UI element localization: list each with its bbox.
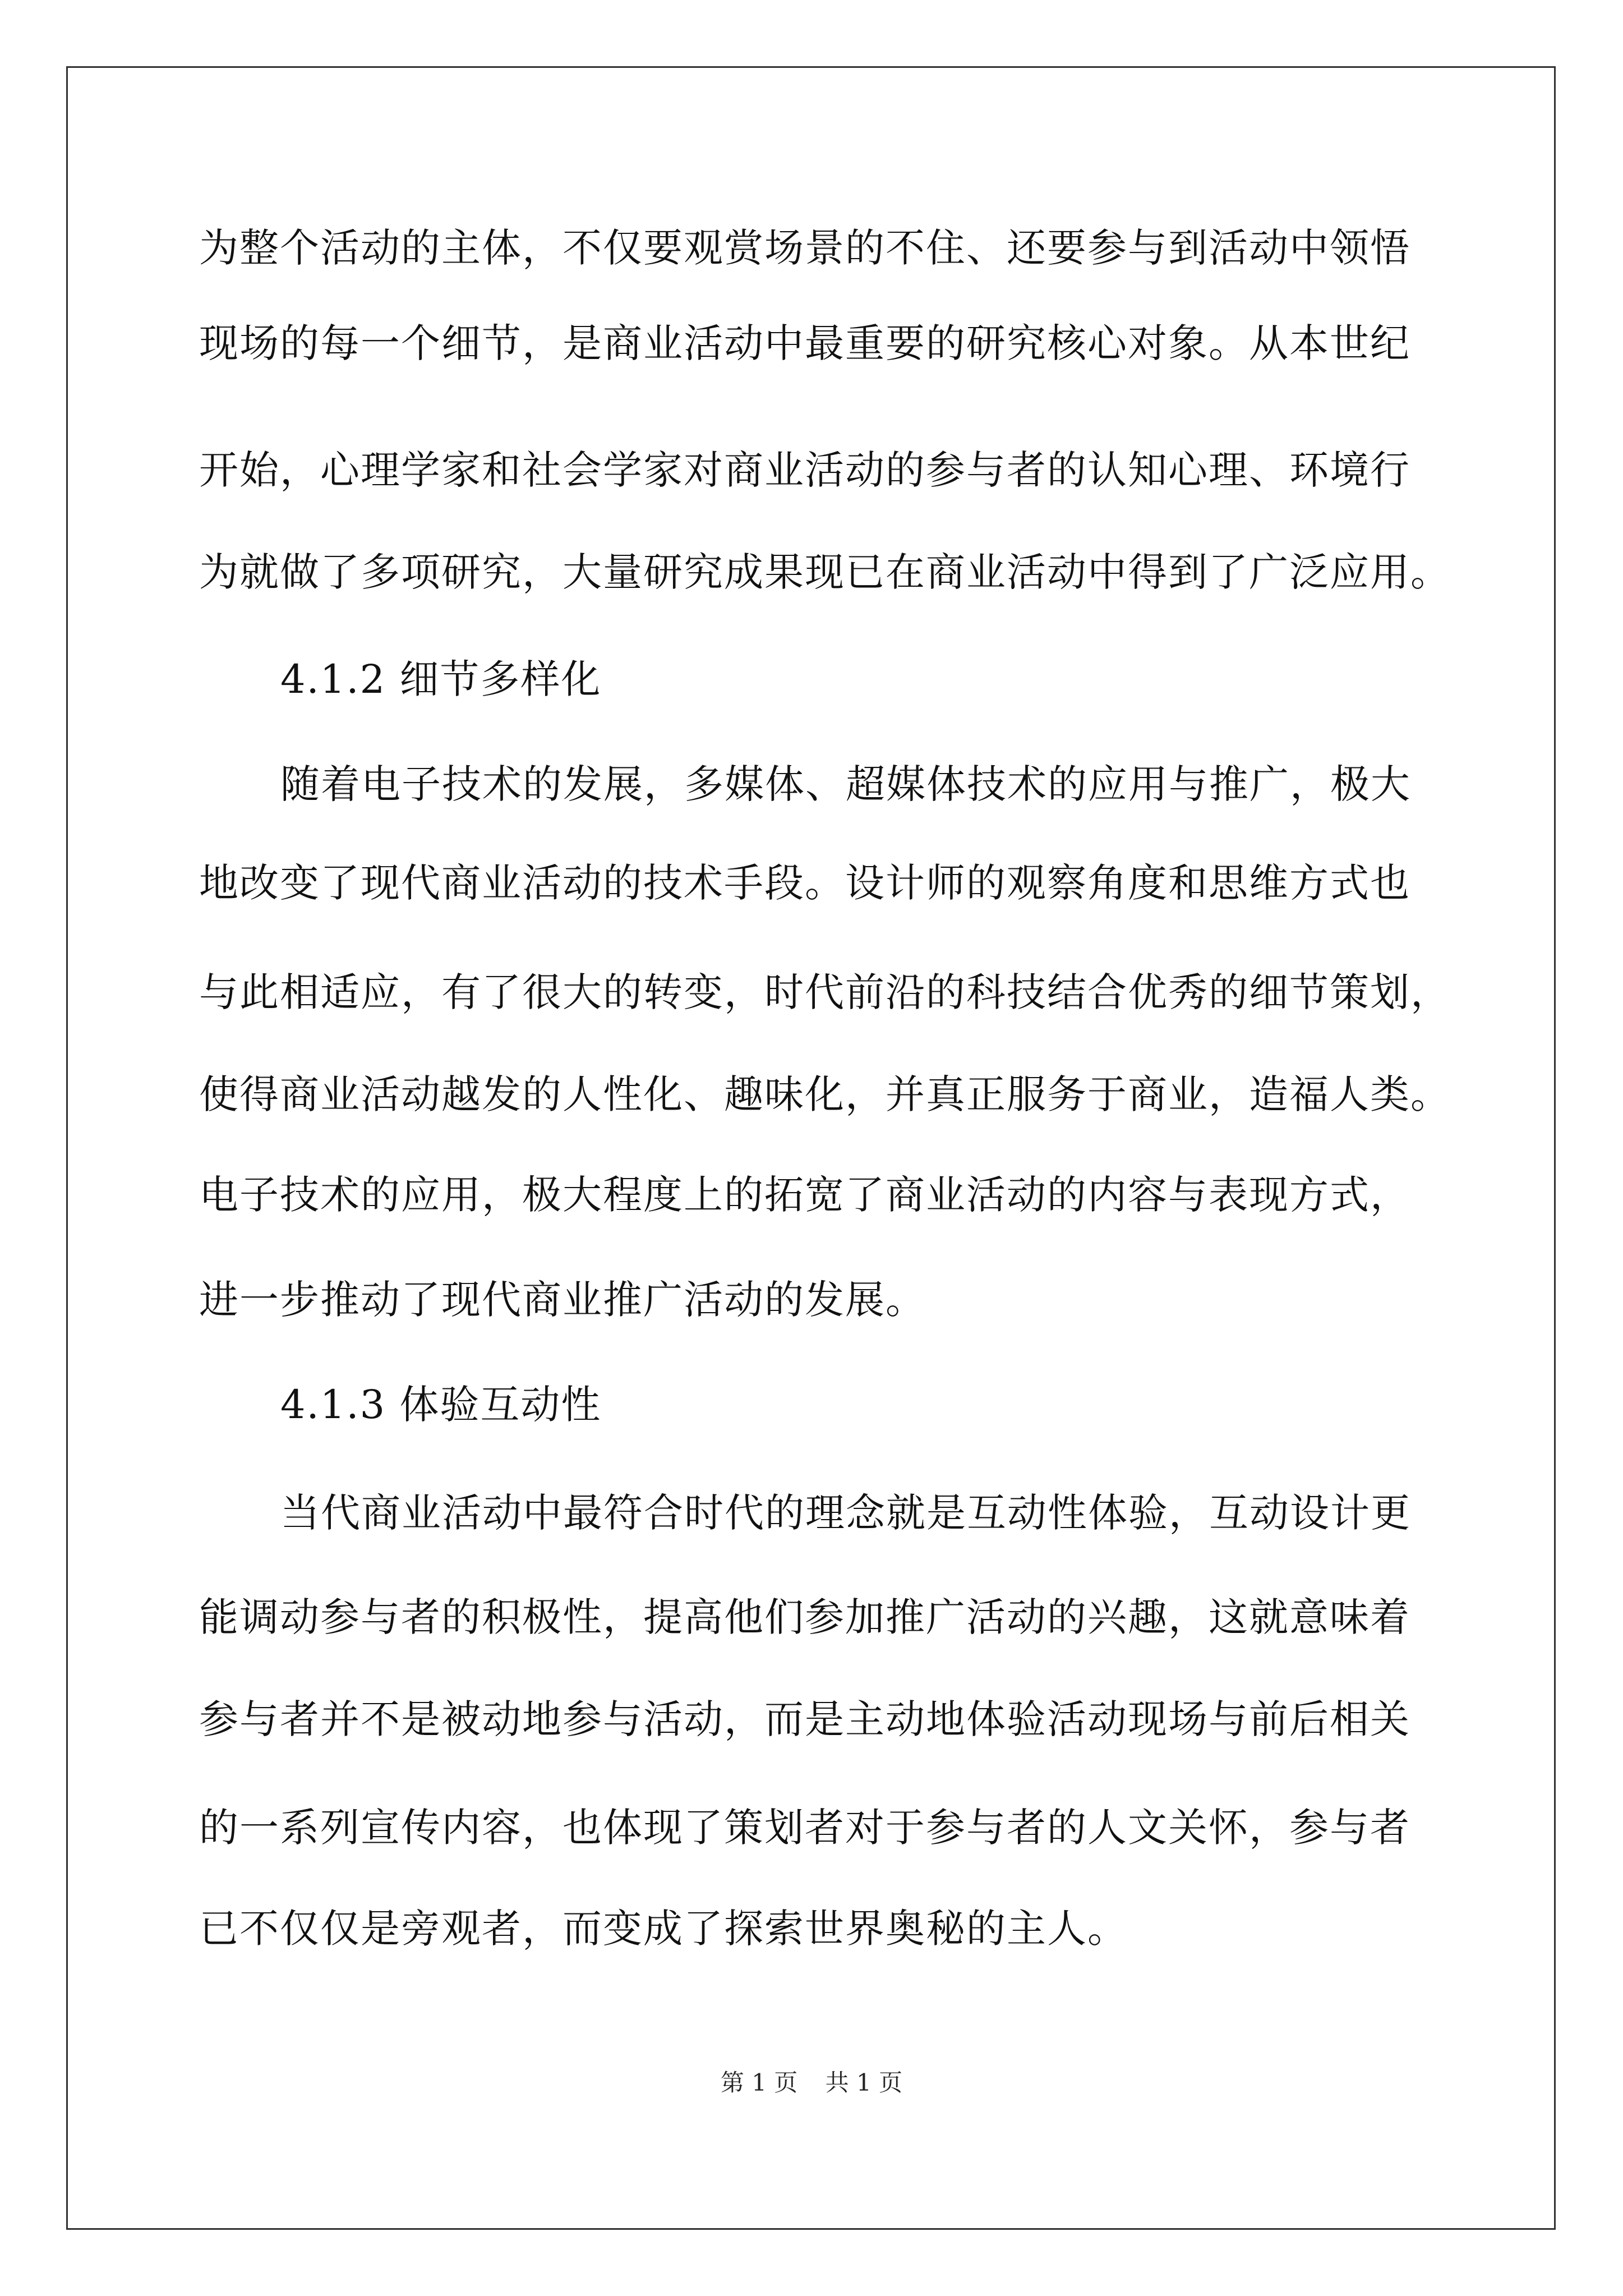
page-number: 第 1 页	[720, 2069, 798, 2096]
body-line: 参与者并不是被动地参与活动，而是主动地体验活动现场与前后相关	[199, 1696, 1410, 1742]
section-heading-4-1-2: 4.1.2 细节多样化	[280, 656, 602, 702]
body-line: 电子技术的应用，极大程度上的拓宽了商业活动的内容与表现方式，	[199, 1172, 1410, 1218]
section-heading-4-1-3: 4.1.3 体验互动性	[280, 1382, 602, 1428]
body-line: 为就做了多项研究，大量研究成果现已在商业活动中得到了广泛应用。	[199, 549, 1451, 595]
page-total: 共 1 页	[825, 2069, 903, 2096]
body-line: 地改变了现代商业活动的技术手段。设计师的观察角度和思维方式也	[199, 860, 1410, 906]
body-line: 现场的每一个细节，是商业活动中最重要的研究核心对象。从本世纪	[199, 320, 1410, 366]
body-line: 使得商业活动越发的人性化、趣味化，并真正服务于商业，造福人类。	[199, 1071, 1451, 1117]
page-footer	[0, 2066, 1623, 2100]
body-line: 随着电子技术的发展，多媒体、超媒体技术的应用与推广，极大	[280, 761, 1411, 807]
body-line: 开始，心理学家和社会学家对商业活动的参与者的认知心理、环境行	[199, 447, 1410, 493]
body-line: 当代商业活动中最符合时代的理念就是互动性体验，互动设计更	[280, 1490, 1411, 1536]
body-line: 已不仅仅是旁观者，而变成了探索世界奥秘的主人。	[199, 1906, 1128, 1952]
body-line: 进一步推动了现代商业推广活动的发展。	[199, 1277, 926, 1323]
body-line: 的一系列宣传内容，也体现了策划者对于参与者的人文关怀，参与者	[199, 1805, 1410, 1851]
body-line: 与此相适应，有了很大的转变，时代前沿的科技结合优秀的细节策划，	[199, 969, 1451, 1015]
body-line: 能调动参与者的积极性，提高他们参加推广活动的兴趣，这就意味着	[199, 1594, 1410, 1640]
body-line: 为整个活动的主体，不仅要观赏场景的不住、还要参与到活动中领悟	[199, 225, 1410, 271]
